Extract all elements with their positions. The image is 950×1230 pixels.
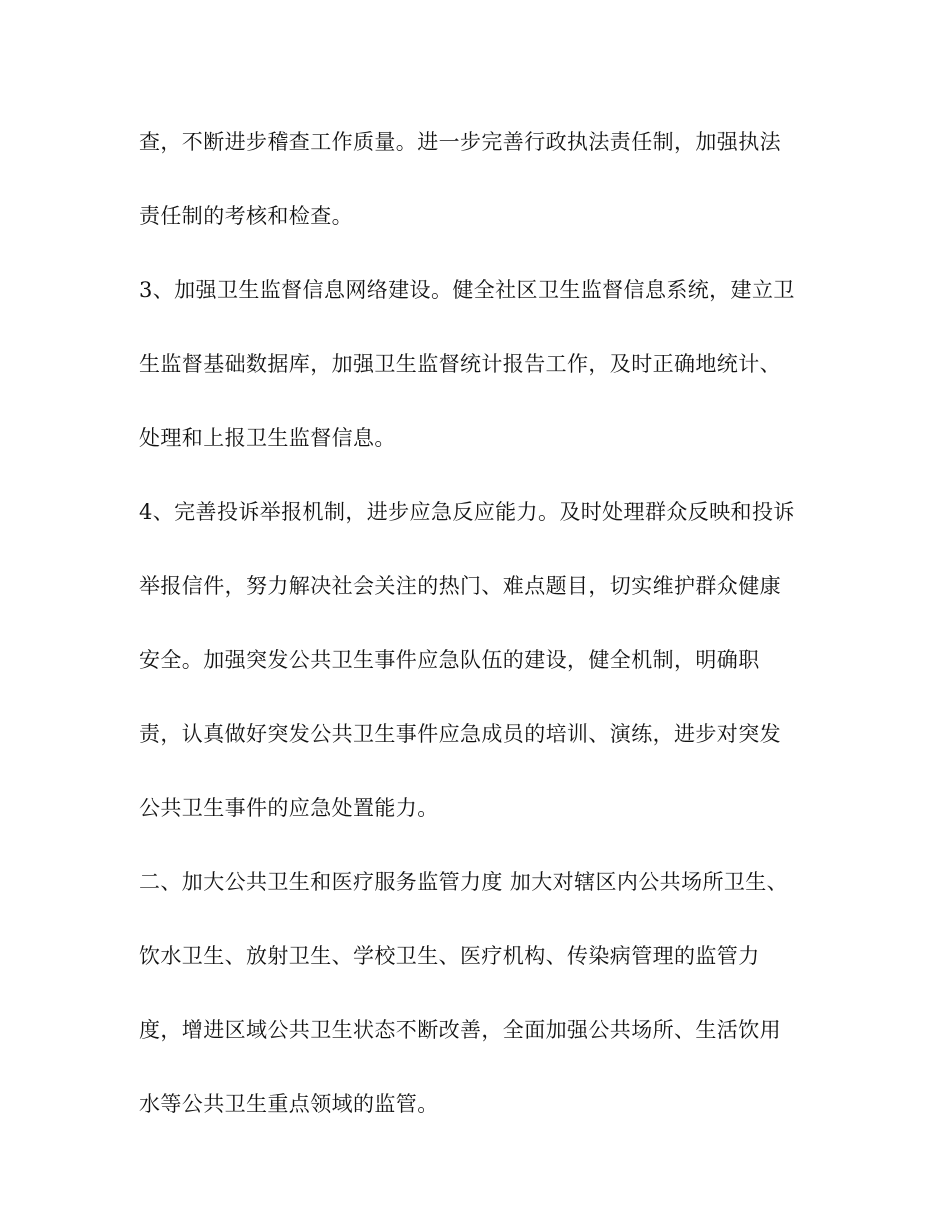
text-line: 生监督基础数据库，加强卫生监督统计报告工作，及时正确地统计、 [139,352,781,376]
text-line: 责任制的考核和检查。 [139,204,353,228]
text-line: 安全。加强突发公共卫生事件应急队伍的建设，健全机制，明确职 [139,648,760,672]
text-line: 查，不断进步稽查工作质量。进一步完善行政执法责任制，加强执法 [139,130,781,154]
text-line: 公共卫生事件的应急处置能力。 [139,796,439,820]
document-body [139,118,819,1154]
text-line: 4、完善投诉举报机制，进步应急反应能力。及时处理群众反映和投诉 [139,500,795,524]
text-line: 3、加强卫生监督信息网络建设。健全社区卫生监督信息系统，建立卫 [139,278,795,302]
text-line: 责，认真做好突发公共卫生事件应急成员的培训、演练，进步对突发 [139,722,781,746]
text-line: 二、加大公共卫生和医疗服务监管力度 加大对辖区内公共场所卫生、 [139,870,789,894]
text-line: 处理和上报卫生监督信息。 [139,426,396,450]
text-line: 举报信件，努力解决社会关注的热门、难点题目，切实维护群众健康 [139,574,781,598]
text-line: 水等公共卫生重点领域的监管。 [139,1092,439,1116]
text-line: 度，增进区域公共卫生状态不断改善，全面加强公共场所、生活饮用 [139,1018,781,1042]
text-line: 饮水卫生、放射卫生、学校卫生、医疗机构、传染病管理的监管力 [139,944,760,968]
